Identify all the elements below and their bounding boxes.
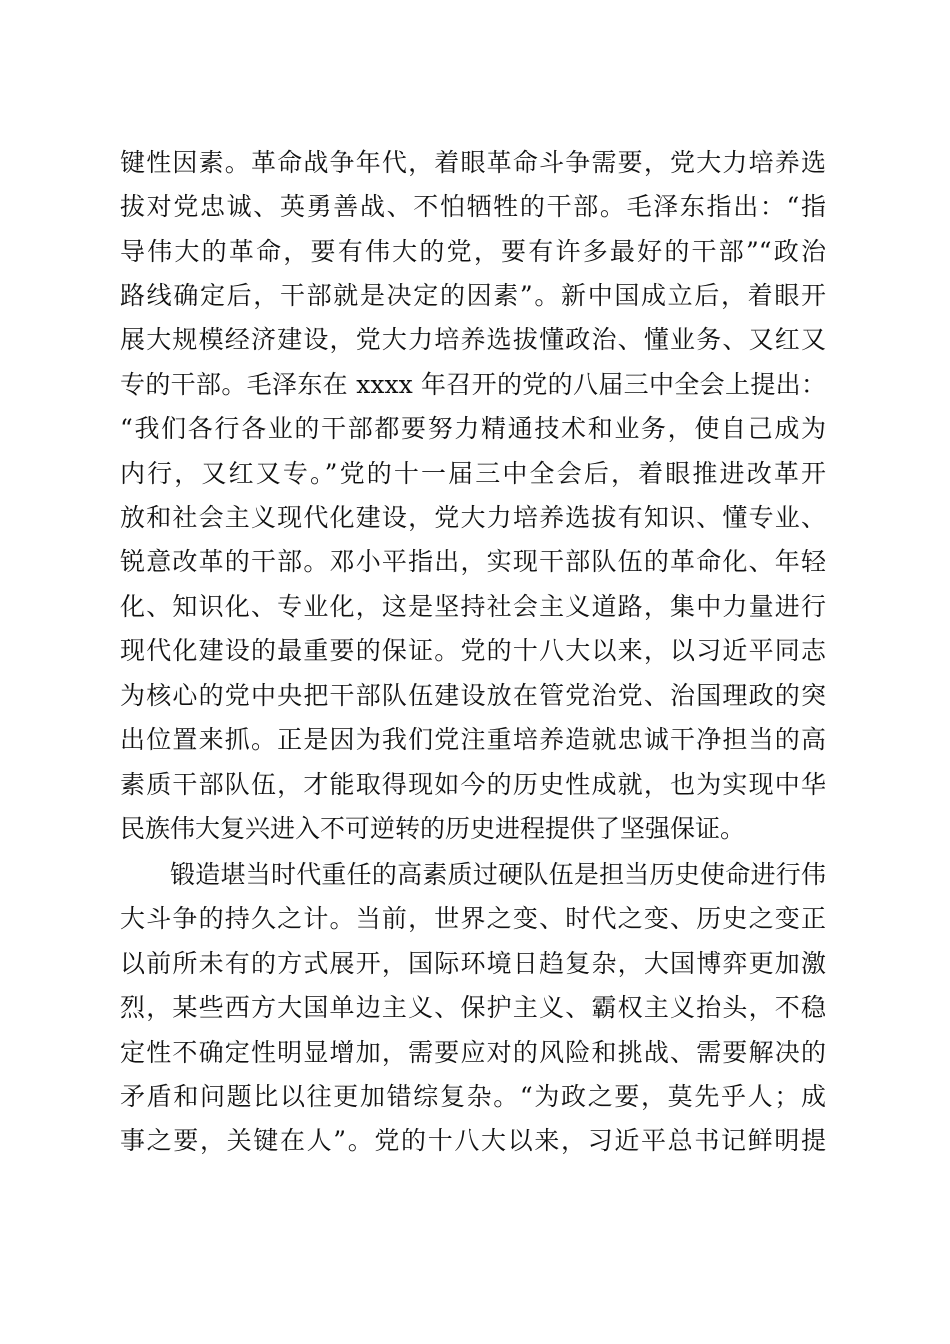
text-line: 拔对党忠诚、英勇善战、不怕牺牲的干部。毛泽东指出：“指 <box>120 192 826 221</box>
text-line: 导伟大的革命，要有伟大的党，要有许多最好的干部”“政治 <box>120 237 826 266</box>
text-line: 大斗争的持久之计。当前，世界之变、时代之变、历史之变正 <box>120 904 826 933</box>
text-line: 化、知识化、专业化，这是坚持社会主义道路，集中力量进行 <box>120 592 826 621</box>
text-line: 定性不确定性明显增加，需要应对的风险和挑战、需要解决的 <box>120 1038 826 1067</box>
text-line: 专的干部。毛泽东在 xxxx 年召开的党的八届三中全会上提出： <box>120 370 826 399</box>
text-line: 锐意改革的干部。邓小平指出，实现干部队伍的革命化、年轻 <box>120 547 826 576</box>
text-line: 矛盾和问题比以往更加错综复杂。“为政之要，莫先乎人；成 <box>120 1082 826 1111</box>
text-line: “我们各行各业的干部都要努力精通技术和业务，使自己成为 <box>120 414 826 443</box>
text-line: 出位置来抓。正是因为我们党注重培养造就忠诚干净担当的高 <box>120 725 826 754</box>
text-line: 展大规模经济建设，党大力培养选拔懂政治、懂业务、又红又 <box>120 325 826 354</box>
text-line: 以前所未有的方式展开，国际环境日趋复杂，大国博弈更加激 <box>120 949 826 978</box>
text-line: 路线确定后，干部就是决定的因素”。新中国成立后，着眼开 <box>120 281 826 310</box>
text-line: 键性因素。革命战争年代，着眼革命斗争需要，党大力培养选 <box>120 148 826 177</box>
text-line: 锻造堪当时代重任的高素质过硬队伍是担当历史使命进行伟 <box>170 860 826 889</box>
text-line: 放和社会主义现代化建设，党大力培养选拔有知识、懂专业、 <box>120 503 826 532</box>
text-line: 素质干部队伍，才能取得现如今的历史性成就，也为实现中华 <box>120 770 826 799</box>
text-line: 内行，又红又专。”党的十一届三中全会后，着眼推进改革开 <box>120 459 826 488</box>
text-line: 现代化建设的最重要的保证。党的十八大以来，以习近平同志 <box>120 636 826 665</box>
text-line: 烈，某些西方大国单边主义、保护主义、霸权主义抬头，不稳 <box>120 993 826 1022</box>
text-line: 事之要，关键在人”。党的十八大以来，习近平总书记鲜明提 <box>120 1126 826 1155</box>
text-line: 民族伟大复兴进入不可逆转的历史进程提供了坚强保证。 <box>120 814 746 843</box>
text-line: 为核心的党中央把干部队伍建设放在管党治党、治国理政的突 <box>120 681 826 710</box>
